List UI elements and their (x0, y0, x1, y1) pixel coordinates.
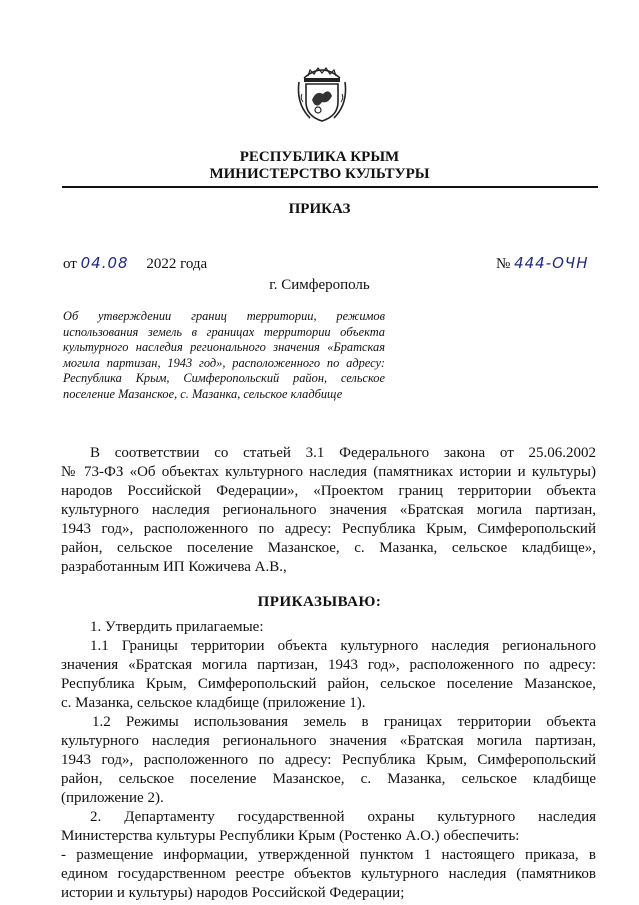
preamble-line: район, сельское поселение Мазанское, с. Мазанка, сельское кладбище», (61, 540, 596, 556)
ministry-heading: МИНИСТЕРСТВО КУЛЬТУРЫ (209, 166, 430, 182)
order-word: ПРИКАЗЫВАЮ: (257, 594, 382, 610)
body-line: Министерства культуры Республики Крым (Ростенко А.О.) обеспечить: (61, 828, 520, 844)
date-prefix: от (63, 256, 77, 272)
date-year: 2022 года (146, 256, 208, 272)
body-line: 1943 год», расположенного по адресу: Республика Крым, Симферопольский (61, 752, 596, 768)
body-line: (приложение 2). (61, 790, 164, 806)
date-line (63, 254, 207, 273)
order-number (496, 254, 588, 273)
city: г. Симферополь (269, 277, 370, 293)
republic-heading: РЕСПУБЛИКА КРЫМ (239, 149, 400, 165)
body-line: культурного наследия регионального значения «Братская могила партизан, (61, 733, 596, 749)
number-prefix: № (496, 256, 511, 272)
body-line: 1.2 Режимы использования земель в границах территории объекта (92, 714, 596, 730)
body-line: 1.1 Границы территории объекта культурного наследия регионального (90, 638, 596, 654)
body-line: район, сельское поселение Мазанское, с. Мазанка, сельское кладбище (61, 771, 596, 787)
coat-of-arms-emblem (296, 64, 348, 124)
preamble-line: культурного наследия регионального значения «Братская могила партизан, (61, 502, 596, 518)
preamble-line: 1943 год», расположенного по адресу: Республика Крым, Симферопольский (61, 521, 596, 537)
preamble-line: № 73-ФЗ «Об объектах культурного наследия (памятниках истории и культуры) (61, 464, 596, 480)
body-line: значения «Братская могила партизан, 1943 год», расположенного по адресу: (61, 657, 596, 673)
preamble-line: В соответствии со статьей 3.1 Федерального закона от 25.06.2002 (90, 445, 596, 461)
handwritten-date: 04.08 (80, 254, 129, 272)
order-subject: Об утверждении границ территории, режимов использования земель в границах территории объекта культурного наследия регионального значения «Братская могила партизан, 1943 год», расположенного по адресу: Республика Крым, Симферопольский район, сельское поселение Мазанское, с. Мазанка, сельское кладбище (63, 309, 385, 401)
document-type-title: ПРИКАЗ (288, 201, 351, 217)
header-rule (62, 186, 598, 188)
body-line: - размещение информации, утвержденной пунктом 1 настоящего приказа, в (61, 847, 596, 863)
body-line: Республика Крым, Симферопольский район, сельское поселение Мазанское, (61, 676, 596, 692)
body-line: едином государственном реестре объектов культурного наследия (памятников (61, 866, 596, 882)
body-line: 1. Утвердить прилагаемые: (90, 619, 264, 635)
body-line: истории и культуры) народов Российской Федерации; (61, 885, 405, 901)
preamble-line: народов Российской Федерации», «Проектом границ территории объекта (61, 483, 596, 499)
handwritten-number: 444-ОЧН (514, 254, 589, 272)
preamble-line: разработанным ИП Кожичева А.В., (61, 559, 287, 575)
body-line: с. Мазанка, сельское кладбище (приложение 1). (61, 695, 366, 711)
body-line: 2. Департаменту государственной охраны культурного наследия (90, 809, 596, 825)
